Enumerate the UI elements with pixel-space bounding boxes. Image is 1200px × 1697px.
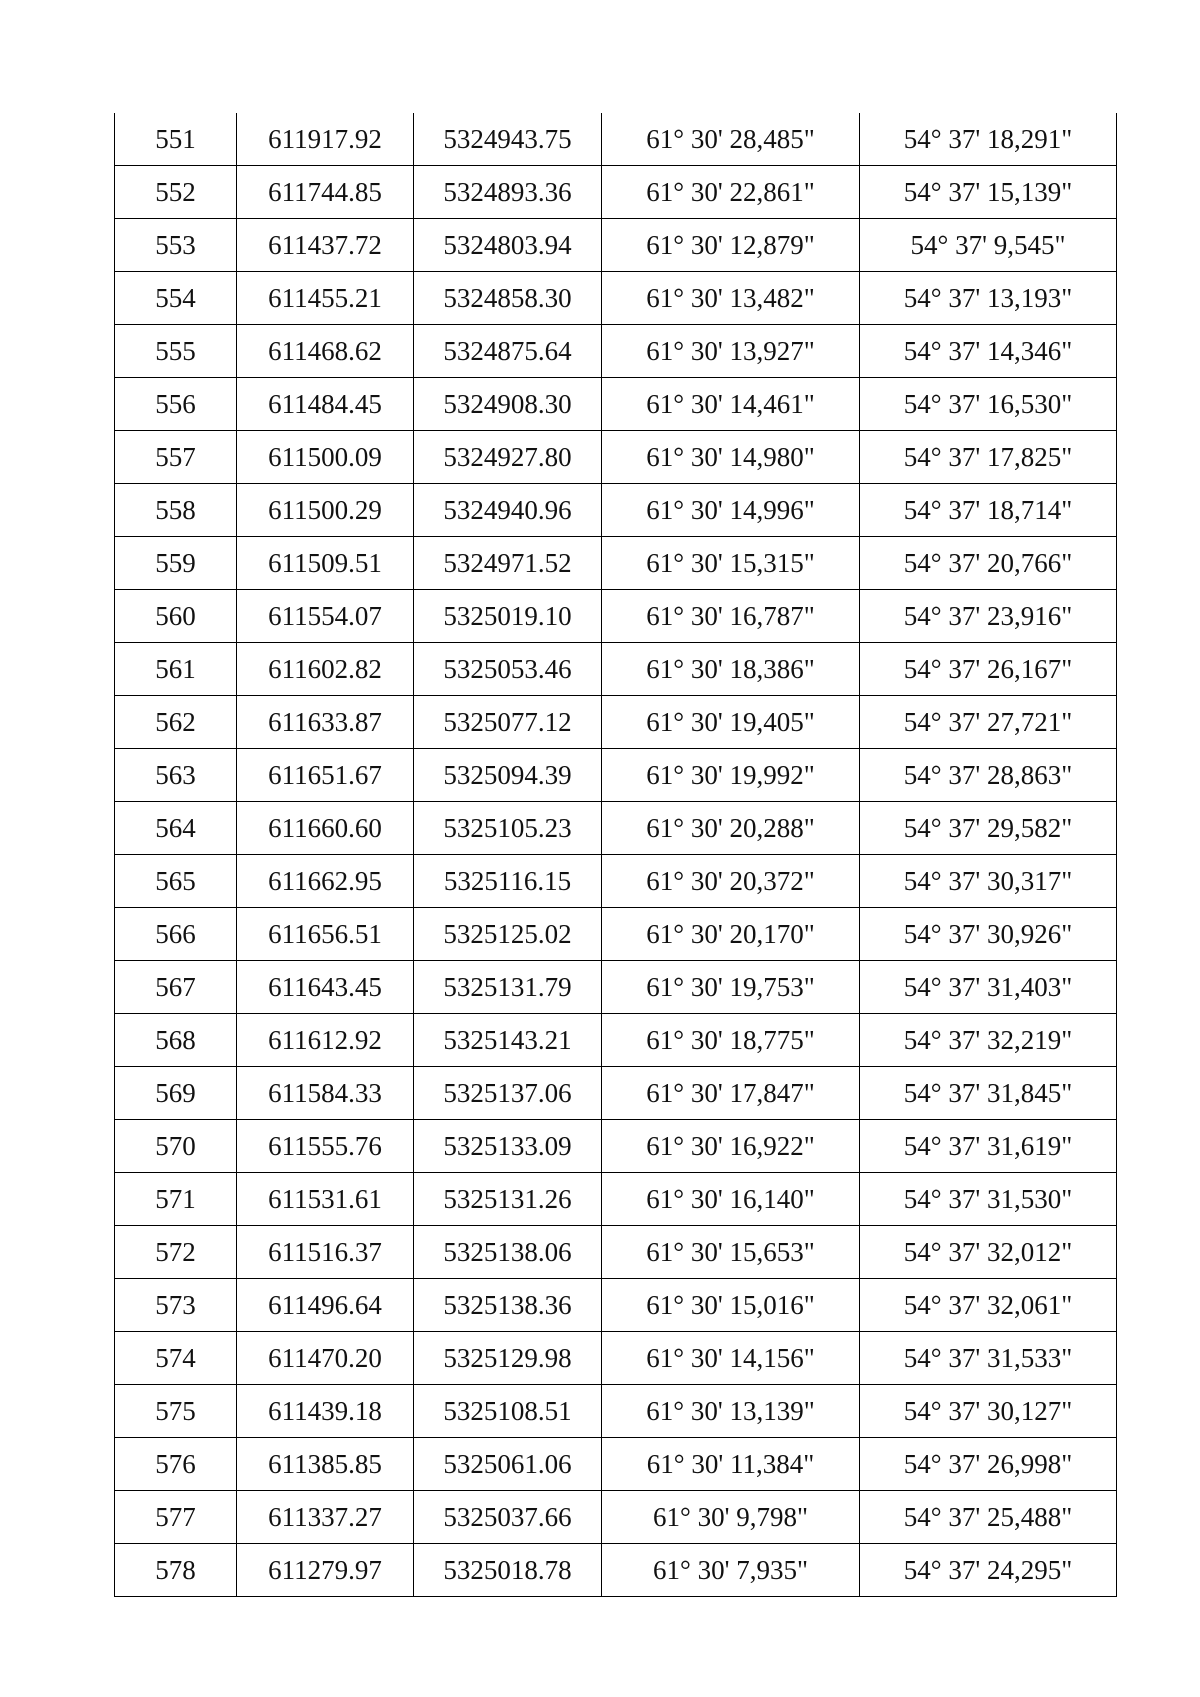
longitude-cell: 54° 37' 24,295": [860, 1544, 1117, 1597]
y-coordinate-cell: 5325133.09: [414, 1120, 602, 1173]
latitude-cell: 61° 30' 22,861": [602, 166, 860, 219]
y-coordinate-cell: 5325138.06: [414, 1226, 602, 1279]
y-coordinate-cell: 5325019.10: [414, 590, 602, 643]
longitude-cell: 54° 37' 30,127": [860, 1385, 1117, 1438]
table-row: [115, 219, 1117, 272]
x-coordinate-cell: 611643.45: [237, 961, 414, 1014]
table-row: [115, 537, 1117, 590]
y-coordinate-cell: 5325137.06: [414, 1067, 602, 1120]
latitude-cell: 61° 30' 18,775": [602, 1014, 860, 1067]
point-number-cell: 559: [115, 537, 237, 590]
x-coordinate-cell: 611385.85: [237, 1438, 414, 1491]
coordinates-table: [114, 113, 1117, 1597]
longitude-cell: 54° 37' 15,139": [860, 166, 1117, 219]
point-number-cell: 575: [115, 1385, 237, 1438]
table-row: [115, 696, 1117, 749]
longitude-cell: 54° 37' 27,721": [860, 696, 1117, 749]
table-row: [115, 166, 1117, 219]
x-coordinate-cell: 611437.72: [237, 219, 414, 272]
point-number-cell: 576: [115, 1438, 237, 1491]
latitude-cell: 61° 30' 20,170": [602, 908, 860, 961]
y-coordinate-cell: 5325037.66: [414, 1491, 602, 1544]
latitude-cell: 61° 30' 16,922": [602, 1120, 860, 1173]
x-coordinate-cell: 611531.61: [237, 1173, 414, 1226]
latitude-cell: 61° 30' 16,140": [602, 1173, 860, 1226]
latitude-cell: 61° 30' 14,980": [602, 431, 860, 484]
y-coordinate-cell: 5325061.06: [414, 1438, 602, 1491]
y-coordinate-cell: 5325077.12: [414, 696, 602, 749]
x-coordinate-cell: 611500.29: [237, 484, 414, 537]
y-coordinate-cell: 5324858.30: [414, 272, 602, 325]
y-coordinate-cell: 5325131.79: [414, 961, 602, 1014]
x-coordinate-cell: 611651.67: [237, 749, 414, 802]
table-row: [115, 1173, 1117, 1226]
x-coordinate-cell: 611516.37: [237, 1226, 414, 1279]
point-number-cell: 569: [115, 1067, 237, 1120]
table-row: [115, 855, 1117, 908]
table-row: [115, 1491, 1117, 1544]
y-coordinate-cell: 5325053.46: [414, 643, 602, 696]
table-row: [115, 1544, 1117, 1597]
x-coordinate-cell: 611917.92: [237, 113, 414, 166]
longitude-cell: 54° 37' 25,488": [860, 1491, 1117, 1544]
point-number-cell: 554: [115, 272, 237, 325]
point-number-cell: 570: [115, 1120, 237, 1173]
table-row: [115, 643, 1117, 696]
x-coordinate-cell: 611656.51: [237, 908, 414, 961]
x-coordinate-cell: 611500.09: [237, 431, 414, 484]
longitude-cell: 54° 37' 20,766": [860, 537, 1117, 590]
y-coordinate-cell: 5324971.52: [414, 537, 602, 590]
y-coordinate-cell: 5324940.96: [414, 484, 602, 537]
y-coordinate-cell: 5325143.21: [414, 1014, 602, 1067]
longitude-cell: 54° 37' 17,825": [860, 431, 1117, 484]
x-coordinate-cell: 611602.82: [237, 643, 414, 696]
longitude-cell: 54° 37' 16,530": [860, 378, 1117, 431]
table-row: [115, 1120, 1117, 1173]
point-number-cell: 560: [115, 590, 237, 643]
table-row: [115, 484, 1117, 537]
longitude-cell: 54° 37' 18,714": [860, 484, 1117, 537]
latitude-cell: 61° 30' 19,405": [602, 696, 860, 749]
longitude-cell: 54° 37' 32,012": [860, 1226, 1117, 1279]
latitude-cell: 61° 30' 15,016": [602, 1279, 860, 1332]
table-row: [115, 1279, 1117, 1332]
y-coordinate-cell: 5324908.30: [414, 378, 602, 431]
longitude-cell: 54° 37' 32,061": [860, 1279, 1117, 1332]
x-coordinate-cell: 611554.07: [237, 590, 414, 643]
y-coordinate-cell: 5325108.51: [414, 1385, 602, 1438]
point-number-cell: 563: [115, 749, 237, 802]
table-row: [115, 961, 1117, 1014]
longitude-cell: 54° 37' 31,533": [860, 1332, 1117, 1385]
latitude-cell: 61° 30' 13,927": [602, 325, 860, 378]
x-coordinate-cell: 611468.62: [237, 325, 414, 378]
x-coordinate-cell: 611496.64: [237, 1279, 414, 1332]
longitude-cell: 54° 37' 31,530": [860, 1173, 1117, 1226]
x-coordinate-cell: 611744.85: [237, 166, 414, 219]
table-row: [115, 1385, 1117, 1438]
point-number-cell: 565: [115, 855, 237, 908]
table-row: [115, 802, 1117, 855]
longitude-cell: 54° 37' 32,219": [860, 1014, 1117, 1067]
longitude-cell: 54° 37' 31,619": [860, 1120, 1117, 1173]
longitude-cell: 54° 37' 31,845": [860, 1067, 1117, 1120]
y-coordinate-cell: 5325018.78: [414, 1544, 602, 1597]
point-number-cell: 578: [115, 1544, 237, 1597]
table-row: [115, 908, 1117, 961]
latitude-cell: 61° 30' 19,753": [602, 961, 860, 1014]
longitude-cell: 54° 37' 23,916": [860, 590, 1117, 643]
longitude-cell: 54° 37' 29,582": [860, 802, 1117, 855]
x-coordinate-cell: 611660.60: [237, 802, 414, 855]
y-coordinate-cell: 5324927.80: [414, 431, 602, 484]
point-number-cell: 562: [115, 696, 237, 749]
latitude-cell: 61° 30' 13,139": [602, 1385, 860, 1438]
point-number-cell: 567: [115, 961, 237, 1014]
point-number-cell: 552: [115, 166, 237, 219]
table-row: [115, 1438, 1117, 1491]
longitude-cell: 54° 37' 9,545": [860, 219, 1117, 272]
latitude-cell: 61° 30' 12,879": [602, 219, 860, 272]
latitude-cell: 61° 30' 19,992": [602, 749, 860, 802]
y-coordinate-cell: 5325129.98: [414, 1332, 602, 1385]
table-row: [115, 1067, 1117, 1120]
x-coordinate-cell: 611555.76: [237, 1120, 414, 1173]
x-coordinate-cell: 611455.21: [237, 272, 414, 325]
latitude-cell: 61° 30' 28,485": [602, 113, 860, 166]
latitude-cell: 61° 30' 16,787": [602, 590, 860, 643]
latitude-cell: 61° 30' 9,798": [602, 1491, 860, 1544]
longitude-cell: 54° 37' 26,998": [860, 1438, 1117, 1491]
longitude-cell: 54° 37' 26,167": [860, 643, 1117, 696]
x-coordinate-cell: 611662.95: [237, 855, 414, 908]
table-row: [115, 113, 1117, 166]
y-coordinate-cell: 5325094.39: [414, 749, 602, 802]
latitude-cell: 61° 30' 14,461": [602, 378, 860, 431]
point-number-cell: 555: [115, 325, 237, 378]
table-row: [115, 590, 1117, 643]
y-coordinate-cell: 5325105.23: [414, 802, 602, 855]
latitude-cell: 61° 30' 18,386": [602, 643, 860, 696]
y-coordinate-cell: 5325116.15: [414, 855, 602, 908]
latitude-cell: 61° 30' 11,384": [602, 1438, 860, 1491]
longitude-cell: 54° 37' 30,317": [860, 855, 1117, 908]
table-row: [115, 431, 1117, 484]
y-coordinate-cell: 5324803.94: [414, 219, 602, 272]
point-number-cell: 561: [115, 643, 237, 696]
point-number-cell: 568: [115, 1014, 237, 1067]
point-number-cell: 557: [115, 431, 237, 484]
latitude-cell: 61° 30' 15,653": [602, 1226, 860, 1279]
x-coordinate-cell: 611484.45: [237, 378, 414, 431]
y-coordinate-cell: 5324943.75: [414, 113, 602, 166]
y-coordinate-cell: 5325125.02: [414, 908, 602, 961]
point-number-cell: 564: [115, 802, 237, 855]
longitude-cell: 54° 37' 30,926": [860, 908, 1117, 961]
point-number-cell: 572: [115, 1226, 237, 1279]
latitude-cell: 61° 30' 7,935": [602, 1544, 860, 1597]
point-number-cell: 556: [115, 378, 237, 431]
x-coordinate-cell: 611470.20: [237, 1332, 414, 1385]
x-coordinate-cell: 611509.51: [237, 537, 414, 590]
point-number-cell: 551: [115, 113, 237, 166]
longitude-cell: 54° 37' 14,346": [860, 325, 1117, 378]
table-row: [115, 1226, 1117, 1279]
y-coordinate-cell: 5324893.36: [414, 166, 602, 219]
point-number-cell: 566: [115, 908, 237, 961]
latitude-cell: 61° 30' 17,847": [602, 1067, 860, 1120]
table-row: [115, 378, 1117, 431]
latitude-cell: 61° 30' 15,315": [602, 537, 860, 590]
table-row: [115, 1014, 1117, 1067]
y-coordinate-cell: 5325138.36: [414, 1279, 602, 1332]
x-coordinate-cell: 611337.27: [237, 1491, 414, 1544]
longitude-cell: 54° 37' 31,403": [860, 961, 1117, 1014]
x-coordinate-cell: 611633.87: [237, 696, 414, 749]
table-row: [115, 749, 1117, 802]
point-number-cell: 573: [115, 1279, 237, 1332]
latitude-cell: 61° 30' 14,996": [602, 484, 860, 537]
table-row: [115, 1332, 1117, 1385]
latitude-cell: 61° 30' 20,372": [602, 855, 860, 908]
latitude-cell: 61° 30' 13,482": [602, 272, 860, 325]
longitude-cell: 54° 37' 13,193": [860, 272, 1117, 325]
longitude-cell: 54° 37' 28,863": [860, 749, 1117, 802]
table-row: [115, 272, 1117, 325]
latitude-cell: 61° 30' 14,156": [602, 1332, 860, 1385]
point-number-cell: 553: [115, 219, 237, 272]
table-row: [115, 325, 1117, 378]
x-coordinate-cell: 611439.18: [237, 1385, 414, 1438]
x-coordinate-cell: 611584.33: [237, 1067, 414, 1120]
point-number-cell: 574: [115, 1332, 237, 1385]
x-coordinate-cell: 611279.97: [237, 1544, 414, 1597]
point-number-cell: 558: [115, 484, 237, 537]
coordinates-table-body: [115, 113, 1117, 1597]
x-coordinate-cell: 611612.92: [237, 1014, 414, 1067]
y-coordinate-cell: 5324875.64: [414, 325, 602, 378]
point-number-cell: 571: [115, 1173, 237, 1226]
y-coordinate-cell: 5325131.26: [414, 1173, 602, 1226]
point-number-cell: 577: [115, 1491, 237, 1544]
latitude-cell: 61° 30' 20,288": [602, 802, 860, 855]
longitude-cell: 54° 37' 18,291": [860, 113, 1117, 166]
